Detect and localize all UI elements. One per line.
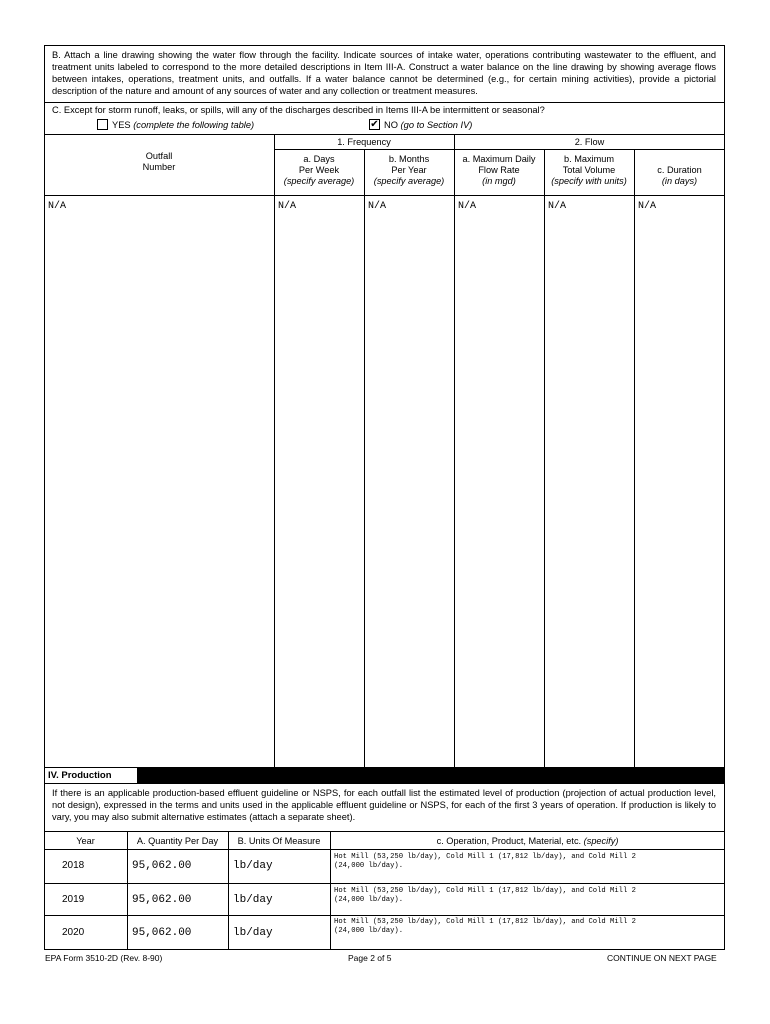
units-header: B. Units Of Measure <box>237 836 321 846</box>
col-divider <box>544 149 545 767</box>
yes-checkbox[interactable] <box>97 119 108 130</box>
table-row <box>44 849 725 883</box>
section-c-question: C. Except for storm runoff, leaks, or spills, will any of the discharges described in Items III-A be intermittent or seasonal? <box>52 105 545 115</box>
page-number: Page 2 of 5 <box>348 953 392 963</box>
section-iv-black-bar <box>137 768 725 783</box>
no-label-wrap <box>384 119 472 131</box>
divider <box>44 102 725 103</box>
yes-label: YES <box>112 120 131 130</box>
continue-note: CONTINUE ON NEXT PAGE <box>607 953 717 963</box>
col-divider <box>137 768 138 783</box>
yes-label-wrap <box>112 119 254 131</box>
quantity-cell[interactable]: 95,062.00 <box>132 894 192 906</box>
divider <box>44 783 725 784</box>
divider <box>274 149 725 150</box>
year-header: Year <box>76 836 95 846</box>
frequency-header: 1. Frequency <box>337 137 391 147</box>
year-cell: 2020 <box>62 927 85 938</box>
duration-cell[interactable]: N/A <box>638 201 657 212</box>
operation-cell[interactable]: Hot Mill (53,250 lb/day), Cold Mill 1 (17,812 lb/day), and Cold Mill 2 (24,000 lb/day). <box>334 918 636 935</box>
year-cell: 2019 <box>62 894 85 905</box>
section-iv-title: IV. Production <box>48 770 112 781</box>
col-divider <box>634 149 635 767</box>
no-label: NO <box>384 120 398 130</box>
quantity-cell[interactable]: 95,062.00 <box>132 860 192 872</box>
no-hint: (go to Section IV) <box>400 120 473 130</box>
operation-header: c. Operation, Product, Material, etc. (specify) <box>436 836 619 846</box>
max-total-volume-cell[interactable]: N/A <box>548 201 567 212</box>
outfall-number-cell[interactable]: N/A <box>48 201 67 212</box>
max-daily-flow-header: a. Maximum Daily Flow Rate (in mgd) <box>462 154 536 186</box>
divider <box>44 831 725 832</box>
check-mark-icon: ✔ <box>370 118 379 130</box>
divider <box>44 195 725 196</box>
col-divider <box>274 134 275 767</box>
units-cell[interactable]: lb/day <box>233 927 273 939</box>
quantity-header: A. Quantity Per Day <box>136 836 219 846</box>
days-per-week-header: a. Days Per Week (specify average) <box>283 154 355 186</box>
operation-cell[interactable]: Hot Mill (53,250 lb/day), Cold Mill 1 (17,812 lb/day), and Cold Mill 2 (24,000 lb/day). <box>334 853 636 870</box>
form-number: EPA Form 3510-2D (Rev. 8-90) <box>45 953 163 963</box>
units-cell[interactable]: lb/day <box>233 894 273 906</box>
flow-header: 2. Flow <box>574 137 605 147</box>
no-checkbox[interactable] <box>369 119 380 130</box>
col-divider <box>454 134 455 767</box>
table-row <box>44 915 725 950</box>
months-per-year-header: b. Months Per Year (specify average) <box>373 154 445 186</box>
duration-header: c. Duration (in days) <box>657 165 702 186</box>
units-cell[interactable]: lb/day <box>233 860 273 872</box>
days-per-week-cell[interactable]: N/A <box>278 201 297 212</box>
section-b-text: B. Attach a line drawing showing the water flow through the facility. Indicate sources of intake water, operations contributing wastewater to the effluent, and treatment units labeled to correspond to the more detailed descriptions in Item III-A. Construct a water balance on the line drawing by showing average flows between intakes, operations, treatment units, and outfalls. If a water balance cannot be determined (e.g., for certain mining activities), provide a pictorial description of the nature and amount of any sources of water and any collection or treatment measures. <box>52 50 716 96</box>
yes-hint: (complete the following table) <box>133 120 255 130</box>
operation-cell[interactable]: Hot Mill (53,250 lb/day), Cold Mill 1 (17,812 lb/day), and Cold Mill 2 (24,000 lb/day). <box>334 887 636 904</box>
production-text: If there is an applicable production-based effluent guideline or NSPS, for each outfall list the estimated level of production (projection of actual production level, not design), expressed in the terms and units used in the applicable effluent guideline or NSPS, for each of the first 3 years of operation. If production is likely to vary, you may also submit alternative estimates (attach a separate sheet). <box>52 788 716 822</box>
max-daily-flow-cell[interactable]: N/A <box>458 201 477 212</box>
max-total-volume-header: b. Maximum Total Volume (specify with units) <box>551 154 627 186</box>
year-cell: 2018 <box>62 860 85 871</box>
divider <box>44 134 725 135</box>
outfall-header: Outfall Number <box>142 151 176 172</box>
col-divider <box>364 149 365 767</box>
quantity-cell[interactable]: 95,062.00 <box>132 927 192 939</box>
table-row <box>44 883 725 915</box>
months-per-year-cell[interactable]: N/A <box>368 201 387 212</box>
